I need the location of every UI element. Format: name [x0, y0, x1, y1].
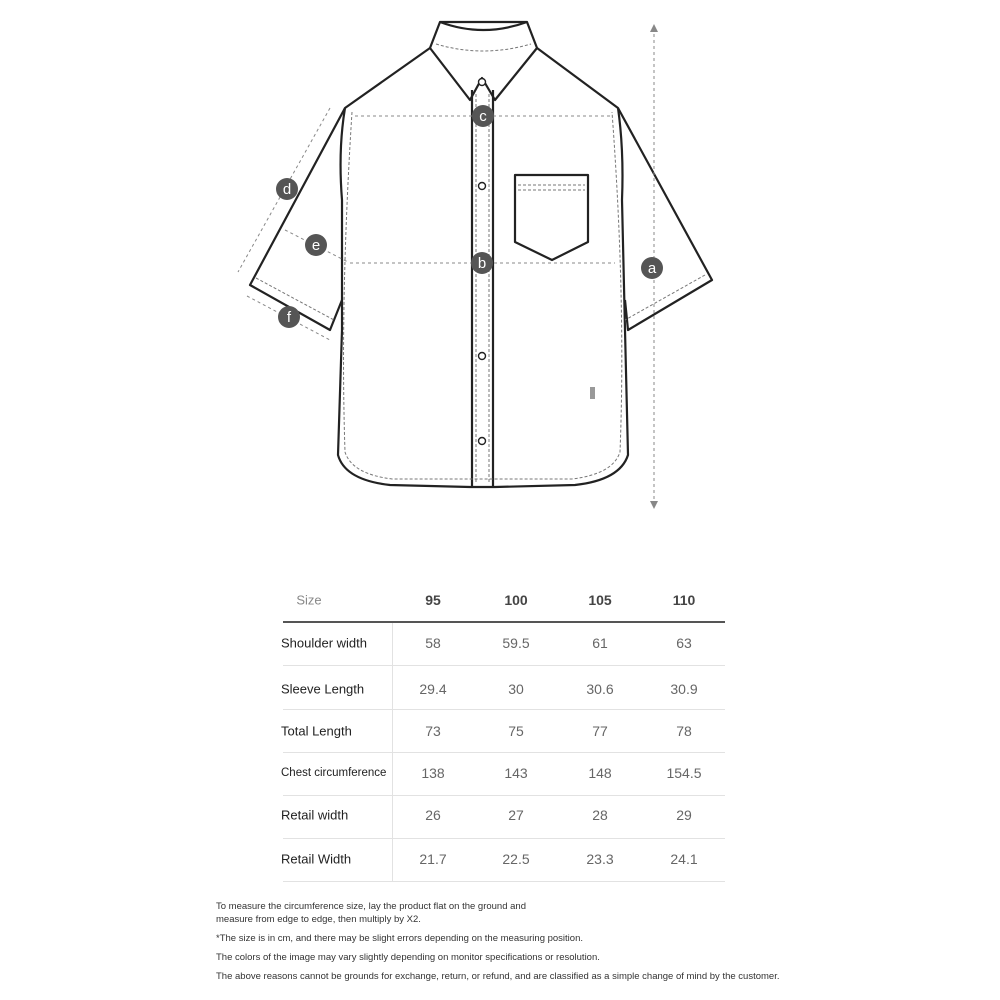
header-divider — [283, 621, 725, 623]
row-divider — [283, 709, 725, 710]
measurement-markers — [276, 105, 663, 328]
placket — [472, 90, 493, 487]
table-cell: 61 — [592, 635, 608, 651]
marker-a — [641, 257, 663, 279]
table-cell: 154.5 — [666, 765, 702, 781]
note-line: *The size is in cm, and there may be slight errors depending on the measuring position. — [216, 933, 584, 944]
table-cell: 30.9 — [670, 681, 698, 697]
table-cell: 59.5 — [502, 635, 530, 651]
svg-text:d: d — [282, 181, 292, 198]
row-divider — [283, 881, 725, 882]
row-label: Total Length — [281, 723, 352, 739]
size-header: 95 — [425, 592, 441, 608]
size-header: 110 — [672, 592, 696, 608]
table-cell: 138 — [421, 765, 445, 781]
table-cell: 28 — [592, 807, 608, 823]
marker-f — [278, 306, 300, 328]
table-cell: 29.4 — [419, 681, 447, 697]
size-header: 100 — [504, 592, 528, 608]
note-line: The above reasons cannot be grounds for exchange, return, or refund, and are classified as a simple change of mind by the customer. — [216, 971, 780, 982]
table-cell: 30 — [508, 681, 524, 697]
collar-outline — [430, 22, 537, 100]
table-cell: 63 — [676, 635, 692, 651]
marker-c — [472, 105, 494, 127]
row-label: Chest circumference — [281, 767, 387, 779]
row-divider — [283, 752, 725, 753]
row-divider — [283, 795, 725, 796]
table-cell: 22.5 — [502, 851, 530, 867]
table-cell: 73 — [425, 723, 441, 739]
note-line: The colors of the image may vary slightly depending on monitor specifications or resolution. — [216, 952, 600, 963]
note-line: measure from edge to edge, then multiply by X2. — [216, 914, 421, 925]
svg-text:a: a — [647, 260, 657, 277]
table-cell: 23.3 — [586, 851, 614, 867]
left-sleeve-outline — [250, 108, 345, 330]
chest-pocket — [515, 175, 588, 260]
row-divider — [283, 665, 725, 666]
note-line: To measure the circumference size, lay the product flat on the ground and — [216, 901, 526, 912]
table-cell: 30.6 — [586, 681, 614, 697]
row-divider — [283, 838, 725, 839]
marker-b — [471, 252, 493, 274]
marker-d — [276, 178, 298, 200]
row-label: Retail width — [281, 807, 349, 823]
row-label: Retail Width — [281, 851, 352, 867]
table-cell: 77 — [592, 723, 608, 739]
table-cell: 58 — [425, 635, 441, 651]
svg-text:f: f — [286, 309, 292, 326]
table-cell: 27 — [508, 807, 524, 823]
table-cell: 21.7 — [419, 851, 447, 867]
marker-e — [305, 234, 327, 256]
svg-text:e: e — [311, 237, 321, 254]
svg-text:b: b — [477, 255, 487, 272]
size-header: 105 — [588, 592, 612, 608]
table-cell: 29 — [676, 807, 692, 823]
table-cell: 148 — [588, 765, 612, 781]
row-label: Shoulder width — [281, 635, 367, 651]
table-cell: 78 — [676, 723, 692, 739]
row-label: Sleeve Length — [281, 681, 365, 697]
size-notes — [216, 900, 779, 989]
size-header-label: Size — [296, 592, 322, 608]
right-sleeve-outline — [618, 108, 712, 330]
table-cell: 26 — [425, 807, 441, 823]
table-cell: 24.1 — [670, 851, 698, 867]
table-cell: 143 — [504, 765, 528, 781]
table-cell: 75 — [508, 723, 524, 739]
svg-text:c: c — [479, 108, 487, 125]
